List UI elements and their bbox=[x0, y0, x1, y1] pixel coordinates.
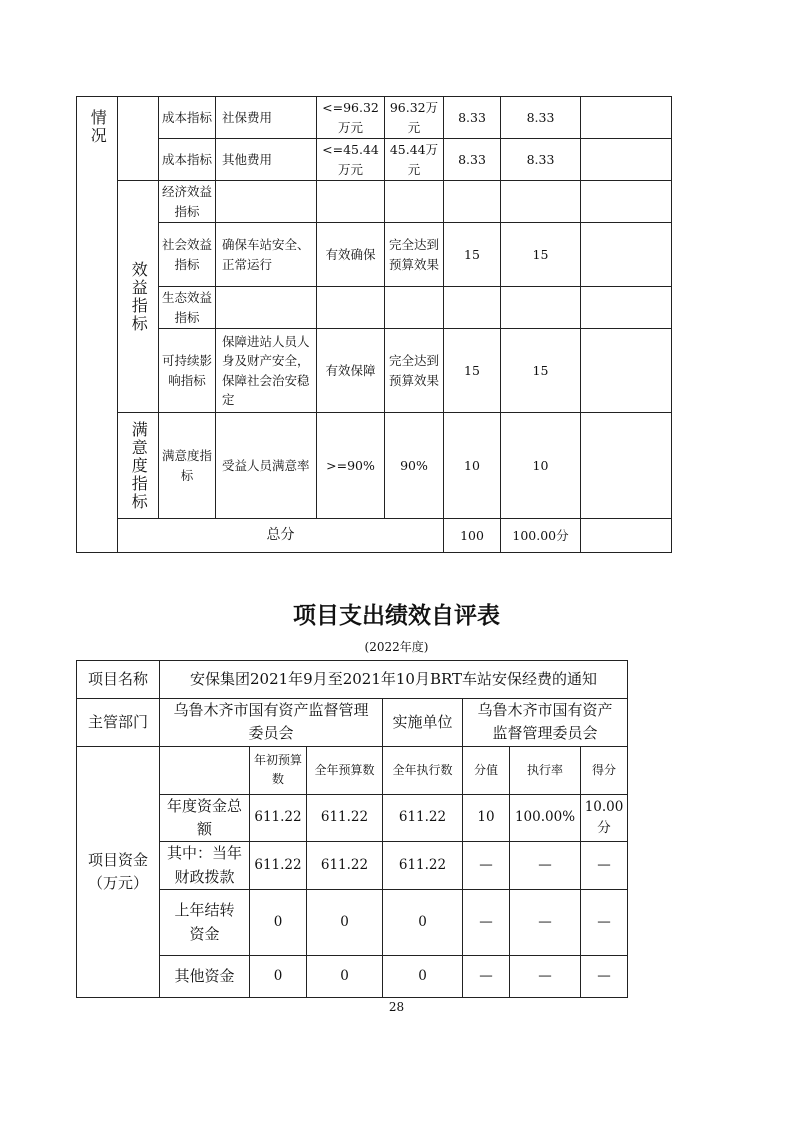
header-cell: 年初预算数 bbox=[250, 746, 307, 794]
performance-indicator-table bbox=[76, 96, 672, 553]
target-cell bbox=[317, 181, 385, 223]
actual-cell bbox=[385, 287, 444, 329]
value-cell: 100.00% bbox=[510, 794, 581, 842]
value-cell: 611.22 bbox=[383, 794, 463, 842]
note-cell bbox=[581, 139, 672, 181]
value-cell: 0 bbox=[383, 956, 463, 998]
actual-cell bbox=[385, 181, 444, 223]
value-cell: 611.22 bbox=[250, 842, 307, 890]
actual-cell: 完全达到预算效果 bbox=[385, 329, 444, 413]
target-cell bbox=[317, 287, 385, 329]
actual-cell: 45.44万元 bbox=[385, 139, 444, 181]
item-cell bbox=[216, 287, 317, 329]
value-cell: — bbox=[581, 956, 628, 998]
total-weight: 100 bbox=[444, 519, 501, 553]
value-cell: 611.22 bbox=[307, 794, 383, 842]
value-cell: — bbox=[510, 956, 581, 998]
funds-label: 项目资金（万元） bbox=[77, 746, 160, 998]
item-cell bbox=[216, 181, 317, 223]
value-cell: — bbox=[463, 890, 510, 956]
score-cell bbox=[501, 181, 581, 223]
impl-label: 实施单位 bbox=[383, 699, 463, 747]
score-cell: 10 bbox=[501, 413, 581, 519]
value-cell: — bbox=[581, 842, 628, 890]
actual-cell: 90% bbox=[385, 413, 444, 519]
item-cell: 社保费用 bbox=[216, 97, 317, 139]
value-cell: — bbox=[510, 842, 581, 890]
value-cell: 0 bbox=[250, 890, 307, 956]
category-cell: 成本指标 bbox=[159, 139, 216, 181]
project-name-value: 安保集团2021年9月至2021年10月BRT车站安保经费的通知 bbox=[160, 661, 628, 699]
row-label: 其他资金 bbox=[160, 956, 250, 998]
header-cell: 执行率 bbox=[510, 746, 581, 794]
score-cell: 8.33 bbox=[501, 97, 581, 139]
dept-value: 乌鲁木齐市国有资产监督管理委员会 bbox=[160, 699, 383, 747]
project-name-label: 项目名称 bbox=[77, 661, 160, 699]
group-cell-cost bbox=[118, 97, 159, 181]
target-cell: <=96.32万元 bbox=[317, 97, 385, 139]
row-label: 年度资金总额 bbox=[160, 794, 250, 842]
value-cell: — bbox=[463, 842, 510, 890]
value-cell: 611.22 bbox=[250, 794, 307, 842]
impl-value: 乌鲁木齐市国有资产监督管理委员会 bbox=[463, 699, 628, 747]
weight-cell: 15 bbox=[444, 329, 501, 413]
total-label: 总分 bbox=[118, 519, 444, 553]
note-cell bbox=[581, 181, 672, 223]
value-cell: 0 bbox=[250, 956, 307, 998]
header-blank bbox=[160, 746, 250, 794]
satisfaction-group-label: 满意度指标 bbox=[118, 413, 159, 519]
weight-cell: 15 bbox=[444, 223, 501, 287]
weight-cell: 8.33 bbox=[444, 97, 501, 139]
item-cell: 其他费用 bbox=[216, 139, 317, 181]
value-cell: 10 bbox=[463, 794, 510, 842]
header-cell: 分值 bbox=[463, 746, 510, 794]
value-cell: 10.00分 bbox=[581, 794, 628, 842]
weight-cell: 8.33 bbox=[444, 139, 501, 181]
target-cell: >=90% bbox=[317, 413, 385, 519]
value-cell: 0 bbox=[307, 890, 383, 956]
category-cell: 可持续影响指标 bbox=[159, 329, 216, 413]
page-number: 28 bbox=[388, 1000, 405, 1014]
actual-cell: 完全达到预算效果 bbox=[385, 223, 444, 287]
value-cell: — bbox=[510, 890, 581, 956]
project-funds-table bbox=[76, 660, 628, 998]
value-cell: — bbox=[463, 956, 510, 998]
row-label: 其中：当年财政拨款 bbox=[160, 842, 250, 890]
category-cell: 生态效益指标 bbox=[159, 287, 216, 329]
weight-cell bbox=[444, 287, 501, 329]
category-cell: 经济效益指标 bbox=[159, 181, 216, 223]
note-cell bbox=[581, 223, 672, 287]
target-cell: 有效确保 bbox=[317, 223, 385, 287]
category-cell: 满意度指标 bbox=[159, 413, 216, 519]
year-label: (2022年度) bbox=[364, 640, 429, 654]
value-cell: 0 bbox=[383, 890, 463, 956]
category-cell: 社会效益指标 bbox=[159, 223, 216, 287]
target-cell: <=45.44万元 bbox=[317, 139, 385, 181]
target-cell: 有效保障 bbox=[317, 329, 385, 413]
value-cell: — bbox=[581, 890, 628, 956]
page-title: 项目支出绩效自评表 bbox=[293, 603, 500, 629]
row-label: 上年结转资金 bbox=[160, 890, 250, 956]
category-cell: 成本指标 bbox=[159, 97, 216, 139]
value-cell: 611.22 bbox=[307, 842, 383, 890]
note-cell bbox=[581, 97, 672, 139]
weight-cell: 10 bbox=[444, 413, 501, 519]
header-cell: 全年预算数 bbox=[307, 746, 383, 794]
note-cell bbox=[581, 287, 672, 329]
benefit-group-label: 效益指标 bbox=[118, 181, 159, 413]
score-cell bbox=[501, 287, 581, 329]
score-cell: 15 bbox=[501, 223, 581, 287]
dept-label: 主管部门 bbox=[77, 699, 160, 747]
note-cell bbox=[581, 413, 672, 519]
value-cell: 611.22 bbox=[383, 842, 463, 890]
header-cell: 得分 bbox=[581, 746, 628, 794]
score-cell: 8.33 bbox=[501, 139, 581, 181]
weight-cell bbox=[444, 181, 501, 223]
actual-cell: 96.32万元 bbox=[385, 97, 444, 139]
total-score: 100.00分 bbox=[501, 519, 581, 553]
header-cell: 全年执行数 bbox=[383, 746, 463, 794]
value-cell: 0 bbox=[307, 956, 383, 998]
item-cell: 受益人员满意率 bbox=[216, 413, 317, 519]
total-note bbox=[581, 519, 672, 553]
item-cell: 确保车站安全、正常运行 bbox=[216, 223, 317, 287]
score-cell: 15 bbox=[501, 329, 581, 413]
item-cell: 保障进站人员人身及财产安全，保障社会治安稳定 bbox=[216, 329, 317, 413]
note-cell bbox=[581, 329, 672, 413]
section-label: 情况 bbox=[77, 97, 118, 553]
